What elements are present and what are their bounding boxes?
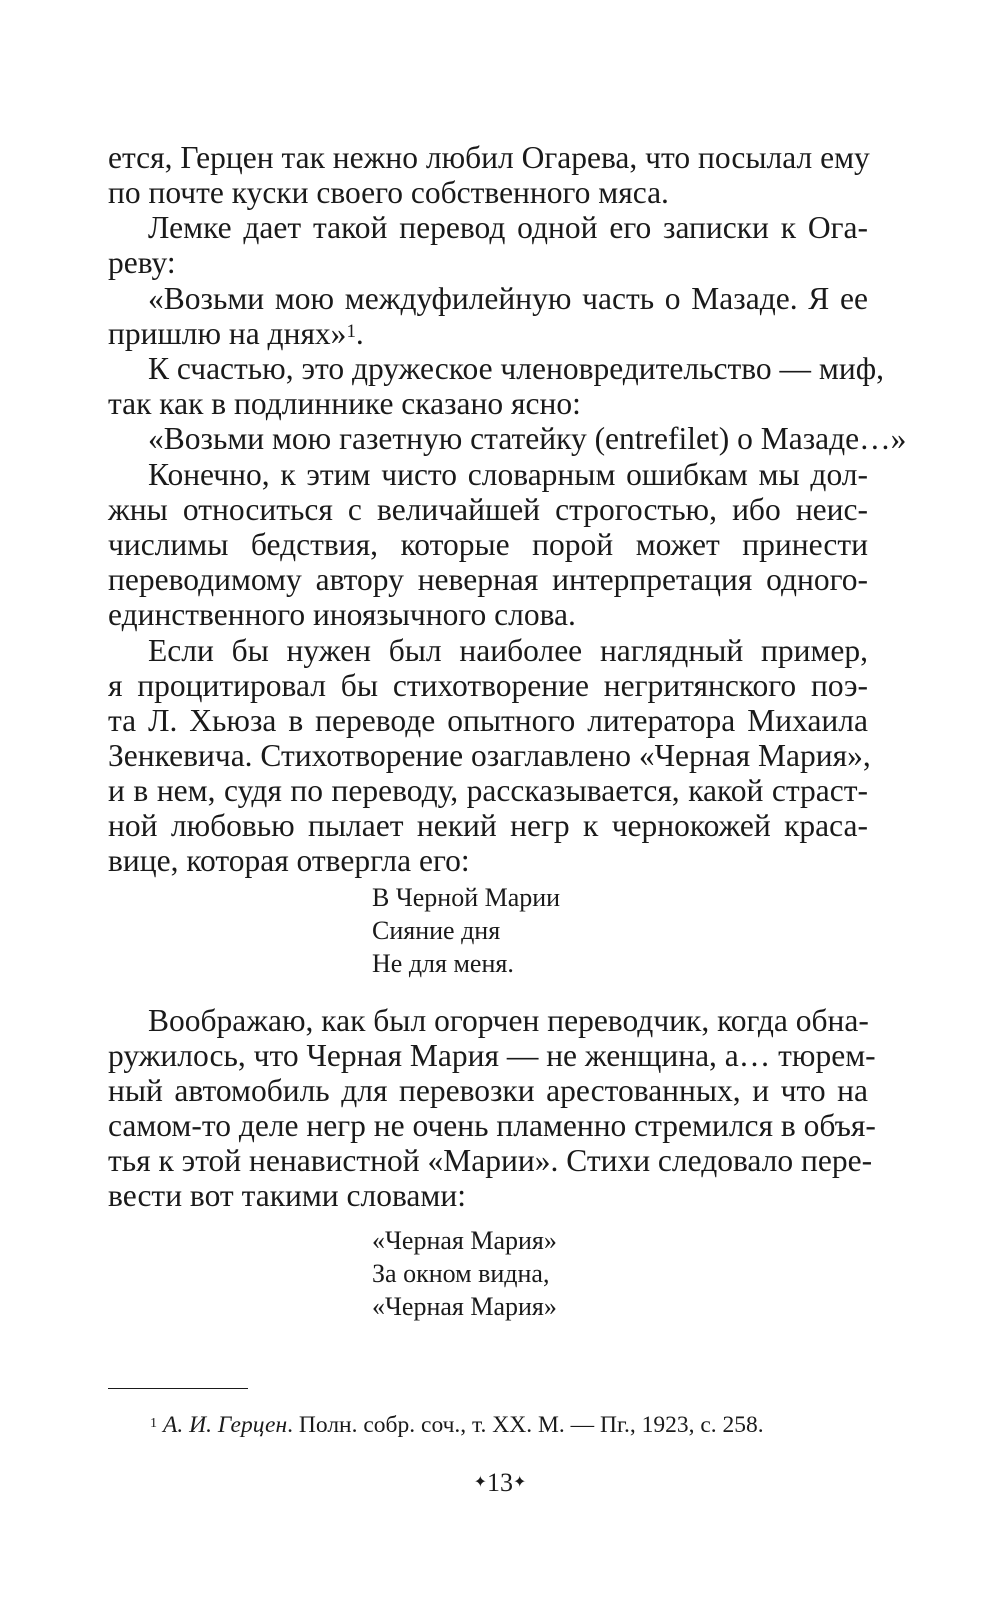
text-line: самом-то деле негр не очень пламенно стремился в объя- — [108, 1108, 876, 1143]
text-line: вести вот такими словами: — [108, 1178, 466, 1213]
text-line: я процитировал бы стихотворение негритянского поэ- — [108, 668, 868, 703]
footnote-reference: 1 — [346, 321, 356, 342]
ornament-icon: ✦ — [513, 1474, 527, 1492]
verse-line: Не для меня. — [372, 949, 514, 978]
text-line: ется, Герцен так нежно любил Огарева, что посылал ему — [108, 140, 870, 175]
ornament-icon: ✦ — [473, 1474, 487, 1492]
text-line: числимы бедствия, которые порой может принести — [108, 527, 868, 562]
text-line: реву: — [108, 245, 176, 280]
verse-line: За окном видна, — [372, 1259, 550, 1288]
text-line: переводимому автору неверная интерпретация одного- — [108, 562, 868, 597]
text-line: та Л. Хьюза в переводе опытного литератора Михаила — [108, 703, 868, 738]
text-line: ружилось, что Черная Мария — не женщина, а… тюрем- — [108, 1038, 876, 1073]
verse-line: Сияние дня — [372, 916, 501, 945]
text-line: ной любовью пылает некий негр к чернокожей краса- — [108, 808, 868, 843]
text-line: «Возьми мою междуфилейную часть о Мазаде. Я ее — [148, 281, 868, 316]
text-line: по почте куски своего собственного мяса. — [108, 175, 669, 210]
text-line: так как в подлиннике сказано ясно: — [108, 386, 581, 421]
page-number-value: 13 — [487, 1468, 513, 1497]
footnote — [150, 1410, 764, 1440]
verse-line: «Черная Мария» — [372, 1226, 557, 1255]
text-line: Зенкевича. Стихотворение озаглавлено «Черная Мария», — [108, 738, 871, 773]
text-line: и в нем, судя по переводу, рассказывается, какой страст- — [108, 773, 868, 808]
text-line: тья к этой ненавистной «Марии». Стихи следовало пере- — [108, 1143, 873, 1178]
verse-line: «Черная Мария» — [372, 1292, 557, 1321]
text-line: ный автомобиль для перевозки арестованных, и что на — [108, 1073, 868, 1108]
footnote-mark: 1 — [150, 1415, 158, 1431]
footnote-text: . Полн. собр. соч., т. XX. М. — Пг., 1923, с. 258. — [287, 1412, 764, 1438]
text-line-with-footnote — [108, 316, 868, 352]
footnote-author: А. И. Герцен — [163, 1412, 288, 1438]
text-line: Конечно, к этим чисто словарным ошибкам мы дол- — [148, 457, 868, 492]
text-line: «Возьми мою газетную статейку (entrefilet) о Мазаде…» — [148, 421, 907, 456]
text-line: К счастью, это дружеское членовредительство — миф, — [148, 351, 884, 386]
footnote-divider — [108, 1388, 248, 1389]
page-number — [0, 1468, 1000, 1500]
text-line: Если бы нужен был наиболее наглядный пример, — [148, 633, 868, 668]
line-tail: . — [355, 316, 364, 351]
text-line: вице, которая отвергла его: — [108, 843, 470, 878]
text-line: пришлю на днях» — [108, 316, 347, 351]
verse-line: В Черной Марии — [372, 883, 561, 912]
text-line: Воображаю, как был огорчен переводчик, когда обна- — [148, 1003, 869, 1038]
text-line: Лемке дает такой перевод одной его записки к Ога- — [148, 210, 868, 245]
text-line: жны относиться с величайшей строгостью, ибо неис- — [108, 492, 868, 527]
text-line: единственного иноязычного слова. — [108, 597, 576, 632]
